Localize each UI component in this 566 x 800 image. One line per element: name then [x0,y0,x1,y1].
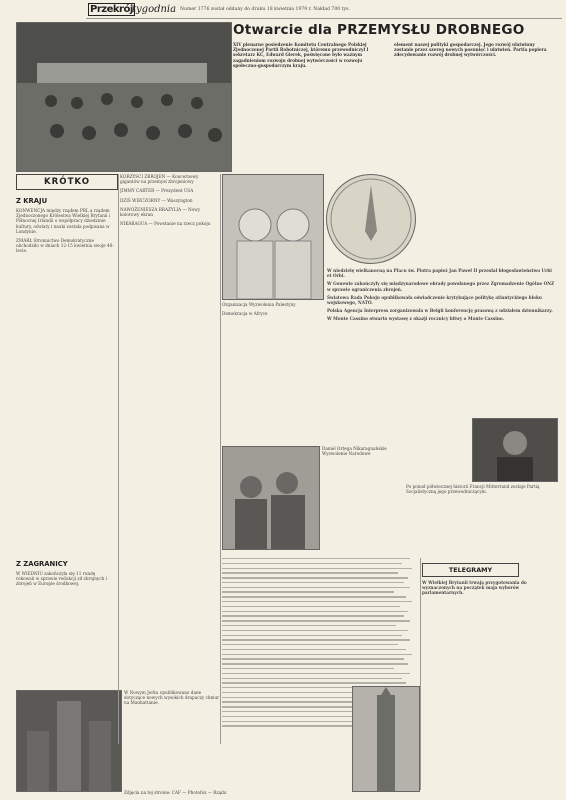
column-2-item: NAWOŻENIESZA BRAZYLIA — Nowy kolorowy ekran [120,206,201,218]
issue-line: Numer 1776 został oddany do druku 18 kwietnia 1979 r. Nakład 700 tys. [180,7,350,12]
right-column [327,268,555,416]
column-2-item: JIMMY CARTER — Prezydent USA [120,188,194,194]
people-photo [222,446,320,550]
section-label: tygodnia [132,4,177,15]
photo-credits: Zdjęcia na tej stronie: CAF — Photofox — Rządu [124,790,227,795]
column-2-item: KORZYŚCI ZBROJEŃ — Koncernowy gigantów na przemysł zbrojeniowy [120,174,199,185]
cosmonauts-photo [222,174,324,300]
right-item: W Monte Cassino otwarto wystawę z okazji rocznicy bitwy o Monte Cassino. [327,316,505,322]
right-item: W niedzielę wielkanocną na Placu św. Piotra papież Jan Paweł II przesłał błogosławieństwo Urbi et Orbi. [327,268,552,279]
column-3-item: Organizacja Wyzwolenia Palestyny [222,302,296,307]
kraj-second: ZMARŁ Stronnictwo Demokratyczne obchodziło w dniach 12-15 kwietnia swoje 40-lecie. [16,238,114,254]
lead-intro-right [394,42,552,169]
column-2-item: NIKARAGUA — Powstanie na rzecz pokoju [120,221,211,227]
skyscraper-art [17,691,121,791]
krotko-header: KRÓTKO [16,174,118,190]
portrait-art [473,419,557,481]
column-3-item: Demokracja w Afryce [222,311,268,317]
rocket-icon [327,175,415,263]
lead-intro-left [233,42,383,169]
telegramy-lead: W Wielkiej Brytanii trwają przygotowania do wyznaczonych na początek maja wyborów parlamentarnych. [422,580,527,596]
portrait-caption-text: Po ponad półwiecznej historii Francji Mitterrand zostaje Partią Socjalistyczną jego przewodniczącym. [406,484,540,495]
kraj-column [16,208,114,568]
kraj-lead: KONWENCJA między rządem PRL a rządem Zjednoczonego Królestwa Wielkiej Brytanii i Północnej Irlandii o współpracy dziedzinie kultury, oświaty i nauki została podpisana w Londynie. [16,208,111,234]
right-item: W Genewie zakończyły się międzynarodowe obrady powołanego przez Zgromadzenie Ogólne ONZ w sprawie ograniczenia zbrojeń. [327,281,555,292]
lead-intro-right-text: element naszej polityki gospodarczej. Jego rozwój ułatwiony zostanie przez szereg nowych posunięć i ułatwień. Partia popiera zdecydowanie rozwój drobnej wytwórczości. [394,42,547,58]
portrait-photo [472,418,558,482]
tower-art [353,687,419,791]
magazine-logo: Przekrój [90,4,133,15]
column-3 [222,302,320,442]
soyuz-emblem [326,174,416,264]
skyline-photo-left [16,690,122,792]
skyline-photo-right [352,686,420,792]
plenum-photo [16,22,232,172]
telegramy-header: TELEGRAMY [422,563,519,577]
bottom-caption [124,690,220,788]
column-2 [120,174,218,744]
portrait-caption [406,484,556,554]
cosmonauts-art [223,175,323,299]
people-caption [322,446,402,548]
people-photo-art [223,447,319,549]
lead-intro-left-text: XIV plenarne posiedzenie Komitetu Centralnego Polskiej Zjednoczonej Partii Robotniczej, któremu przewodniczył I sekretarz KC, Edward Gierek, poświęcone było ważnym zagadnieniom rozwoju drobnej wytwórczości w rozwoju społeczno-gospodarczym kraju. [233,42,369,68]
right-item: Polska Agencja Interpress zorganizowała w Belgii konferencję prasową z udziałem dziennikarzy. [327,308,553,314]
bottom-caption-text: W Nowym Jorku opublikowano dane dotyczące nowych wysokich drapaczy chmur na Manhattanie. [124,690,220,706]
kraj-title: Z KRAJU [16,197,48,205]
column-divider [118,174,119,744]
column-divider [420,558,421,790]
zagranica-title: Z ZAGRANICY [16,560,68,568]
column-divider [220,174,221,744]
right-item: Światowa Rada Pokoju opublikowała oświadczenie krytykujące politykę atlantyckiego bloku wojskowego, NATO. [327,294,542,306]
column-2-item: DZIŚ WIECZORNY — Waszyngton [120,197,193,203]
plenum-photo-art [17,23,231,171]
telegramy-column [422,580,556,780]
zagranica-lead: W WIEDNIU zakończyła się 11 rundę rokowań w sprawie redukcji sił zbrojnych i zbrojeń w Europie środkowej. [16,571,108,587]
lead-headline: Otwarcie dla PRZEMYSŁU DROBNEGO [233,22,525,38]
people-caption-text: Daniel Ortega Nikaraguańskie Wyzwolenie Narodowe [322,446,387,457]
